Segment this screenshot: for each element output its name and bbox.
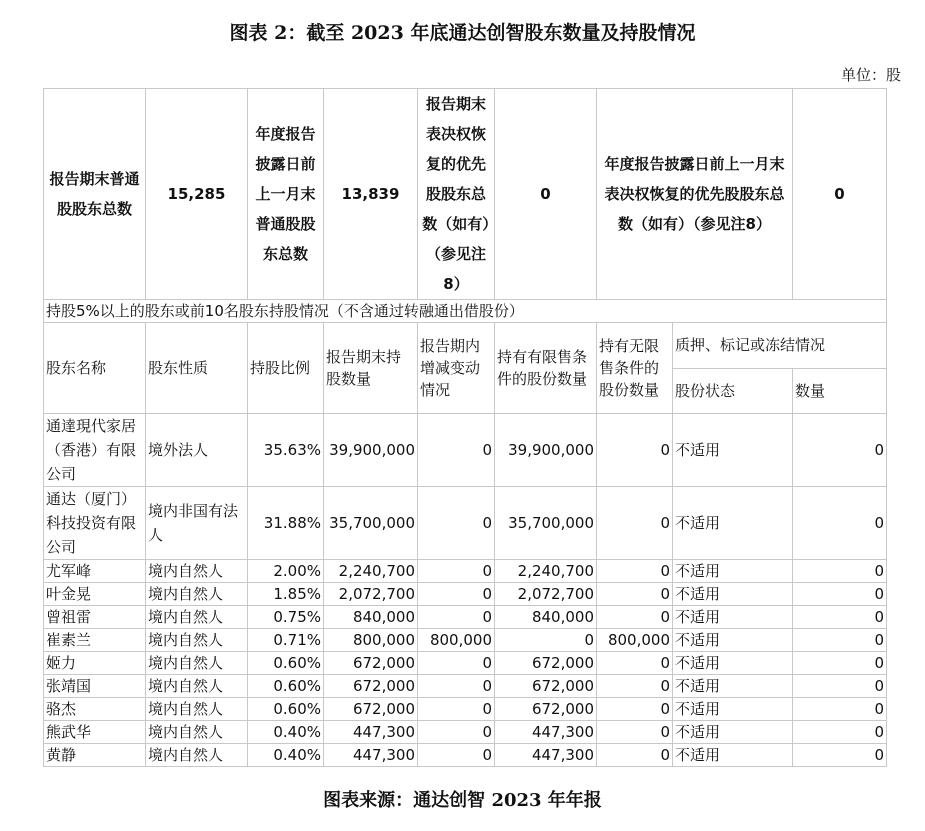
pledge-status: 不适用 bbox=[673, 698, 793, 721]
pledge-status: 不适用 bbox=[673, 652, 793, 675]
unrestricted-shares: 0 bbox=[597, 744, 673, 767]
pledge-status: 不适用 bbox=[673, 414, 793, 487]
header-name: 股东名称 bbox=[44, 323, 146, 414]
restricted-shares: 2,240,700 bbox=[495, 560, 597, 583]
shareholder-rows bbox=[44, 414, 887, 767]
shareholder-name: 通达（厦门）科技投资有限公司 bbox=[44, 487, 146, 560]
summary-value-1: 15,285 bbox=[146, 89, 248, 300]
table-row bbox=[44, 675, 887, 698]
shareholder-nature: 境内非国有法人 bbox=[146, 487, 248, 560]
shares-held: 2,072,700 bbox=[324, 583, 418, 606]
pledge-quantity: 0 bbox=[793, 487, 887, 560]
holding-ratio: 1.85% bbox=[248, 583, 324, 606]
shareholder-name: 姬力 bbox=[44, 652, 146, 675]
summary-value-2: 13,839 bbox=[324, 89, 418, 300]
pledge-quantity: 0 bbox=[793, 560, 887, 583]
header-shares: 报告期末持股数量 bbox=[324, 323, 418, 414]
table-row bbox=[44, 414, 887, 487]
pledge-status: 不适用 bbox=[673, 675, 793, 698]
pledge-status: 不适用 bbox=[673, 583, 793, 606]
holding-ratio: 0.40% bbox=[248, 721, 324, 744]
shareholder-nature: 境外法人 bbox=[146, 414, 248, 487]
restricted-shares: 39,900,000 bbox=[495, 414, 597, 487]
unrestricted-shares: 0 bbox=[597, 606, 673, 629]
shareholder-nature: 境内自然人 bbox=[146, 675, 248, 698]
header-nature: 股东性质 bbox=[146, 323, 248, 414]
shares-held: 39,900,000 bbox=[324, 414, 418, 487]
shareholder-table bbox=[43, 88, 887, 767]
shares-change: 0 bbox=[418, 698, 495, 721]
shareholder-name: 张靖国 bbox=[44, 675, 146, 698]
unrestricted-shares: 0 bbox=[597, 487, 673, 560]
pledge-quantity: 0 bbox=[793, 629, 887, 652]
shares-held: 840,000 bbox=[324, 606, 418, 629]
shares-held: 672,000 bbox=[324, 675, 418, 698]
table-row bbox=[44, 606, 887, 629]
restricted-shares: 840,000 bbox=[495, 606, 597, 629]
pledge-quantity: 0 bbox=[793, 583, 887, 606]
header-qty: 数量 bbox=[793, 368, 887, 414]
table-row bbox=[44, 652, 887, 675]
restricted-shares: 447,300 bbox=[495, 721, 597, 744]
unrestricted-shares: 0 bbox=[597, 721, 673, 744]
restricted-shares: 672,000 bbox=[495, 698, 597, 721]
shares-held: 35,700,000 bbox=[324, 487, 418, 560]
summary-label-2: 年度报告披露日前上一月末普通股股东总数 bbox=[248, 89, 324, 300]
header-ratio: 持股比例 bbox=[248, 323, 324, 414]
pledge-status: 不适用 bbox=[673, 606, 793, 629]
figure-source: 图表来源：通达创智 2023 年年报 bbox=[323, 790, 602, 811]
summary-value-3: 0 bbox=[495, 89, 597, 300]
header-row bbox=[44, 323, 887, 369]
unrestricted-shares: 0 bbox=[597, 675, 673, 698]
restricted-shares: 35,700,000 bbox=[495, 487, 597, 560]
summary-label-3: 报告期末表决权恢复的优先股股东总数（如有）（参见注8） bbox=[418, 89, 495, 300]
shareholder-nature: 境内自然人 bbox=[146, 583, 248, 606]
pledge-quantity: 0 bbox=[793, 698, 887, 721]
shareholder-name: 崔素兰 bbox=[44, 629, 146, 652]
restricted-shares: 672,000 bbox=[495, 675, 597, 698]
shareholder-nature: 境内自然人 bbox=[146, 652, 248, 675]
shares-change: 0 bbox=[418, 583, 495, 606]
pledge-quantity: 0 bbox=[793, 652, 887, 675]
header-restricted: 持有有限售条件的股份数量 bbox=[495, 323, 597, 414]
table-row bbox=[44, 487, 887, 560]
shares-change: 0 bbox=[418, 414, 495, 487]
shareholder-name: 通達現代家居（香港）有限公司 bbox=[44, 414, 146, 487]
pledge-quantity: 0 bbox=[793, 606, 887, 629]
table-row bbox=[44, 744, 887, 767]
figure-title: 图表 2：截至 2023 年底通达创智股东数量及持股情况 bbox=[229, 22, 696, 44]
shares-change: 0 bbox=[418, 721, 495, 744]
shares-change: 0 bbox=[418, 675, 495, 698]
pledge-status: 不适用 bbox=[673, 744, 793, 767]
holding-ratio: 2.00% bbox=[248, 560, 324, 583]
header-pledge: 质押、标记或冻结情况 bbox=[673, 323, 887, 369]
table-row bbox=[44, 560, 887, 583]
restricted-shares: 0 bbox=[495, 629, 597, 652]
shares-change: 0 bbox=[418, 744, 495, 767]
shareholder-name: 黄静 bbox=[44, 744, 146, 767]
shareholder-name: 叶金晃 bbox=[44, 583, 146, 606]
shareholder-nature: 境内自然人 bbox=[146, 606, 248, 629]
unrestricted-shares: 0 bbox=[597, 698, 673, 721]
pledge-status: 不适用 bbox=[673, 629, 793, 652]
unrestricted-shares: 0 bbox=[597, 652, 673, 675]
holding-ratio: 0.75% bbox=[248, 606, 324, 629]
header-status: 股份状态 bbox=[673, 368, 793, 414]
shareholder-nature: 境内自然人 bbox=[146, 698, 248, 721]
pledge-status: 不适用 bbox=[673, 721, 793, 744]
summary-value-4: 0 bbox=[793, 89, 887, 300]
header-unrestricted: 持有无限售条件的股份数量 bbox=[597, 323, 673, 414]
shareholder-nature: 境内自然人 bbox=[146, 560, 248, 583]
shares-held: 672,000 bbox=[324, 698, 418, 721]
pledge-quantity: 0 bbox=[793, 414, 887, 487]
shares-held: 800,000 bbox=[324, 629, 418, 652]
shares-change: 0 bbox=[418, 652, 495, 675]
unrestricted-shares: 0 bbox=[597, 583, 673, 606]
unrestricted-shares: 0 bbox=[597, 414, 673, 487]
shares-change: 800,000 bbox=[418, 629, 495, 652]
table-row bbox=[44, 583, 887, 606]
shares-held: 672,000 bbox=[324, 652, 418, 675]
holding-ratio: 31.88% bbox=[248, 487, 324, 560]
restricted-shares: 2,072,700 bbox=[495, 583, 597, 606]
shareholder-name: 曾祖雷 bbox=[44, 606, 146, 629]
pledge-quantity: 0 bbox=[793, 721, 887, 744]
unit-label: 单位：股 bbox=[840, 66, 901, 84]
holding-ratio: 0.71% bbox=[248, 629, 324, 652]
header-change: 报告期内增减变动情况 bbox=[418, 323, 495, 414]
shares-change: 0 bbox=[418, 606, 495, 629]
holding-ratio: 0.60% bbox=[248, 698, 324, 721]
shares-held: 447,300 bbox=[324, 721, 418, 744]
summary-label-4: 年度报告披露日前上一月末表决权恢复的优先股股东总数（如有）（参见注8） bbox=[597, 89, 793, 300]
pledge-quantity: 0 bbox=[793, 675, 887, 698]
shares-change: 0 bbox=[418, 487, 495, 560]
holding-ratio: 0.60% bbox=[248, 675, 324, 698]
section-title: 持股5%以上的股东或前10名股东持股情况（不含通过转融通出借股份） bbox=[44, 300, 887, 323]
holding-ratio: 35.63% bbox=[248, 414, 324, 487]
shareholder-name: 尤军峰 bbox=[44, 560, 146, 583]
summary-label-1: 报告期末普通股股东总数 bbox=[44, 89, 146, 300]
table-row bbox=[44, 721, 887, 744]
shareholder-name: 熊武华 bbox=[44, 721, 146, 744]
shareholder-nature: 境内自然人 bbox=[146, 721, 248, 744]
shares-held: 447,300 bbox=[324, 744, 418, 767]
pledge-status: 不适用 bbox=[673, 487, 793, 560]
restricted-shares: 672,000 bbox=[495, 652, 597, 675]
restricted-shares: 447,300 bbox=[495, 744, 597, 767]
pledge-status: 不适用 bbox=[673, 560, 793, 583]
shares-held: 2,240,700 bbox=[324, 560, 418, 583]
table-row bbox=[44, 698, 887, 721]
pledge-quantity: 0 bbox=[793, 744, 887, 767]
unrestricted-shares: 800,000 bbox=[597, 629, 673, 652]
table-row bbox=[44, 629, 887, 652]
summary-row bbox=[44, 89, 887, 300]
holding-ratio: 0.40% bbox=[248, 744, 324, 767]
shareholder-nature: 境内自然人 bbox=[146, 744, 248, 767]
shareholder-name: 骆杰 bbox=[44, 698, 146, 721]
holding-ratio: 0.60% bbox=[248, 652, 324, 675]
shareholder-nature: 境内自然人 bbox=[146, 629, 248, 652]
shares-change: 0 bbox=[418, 560, 495, 583]
unrestricted-shares: 0 bbox=[597, 560, 673, 583]
